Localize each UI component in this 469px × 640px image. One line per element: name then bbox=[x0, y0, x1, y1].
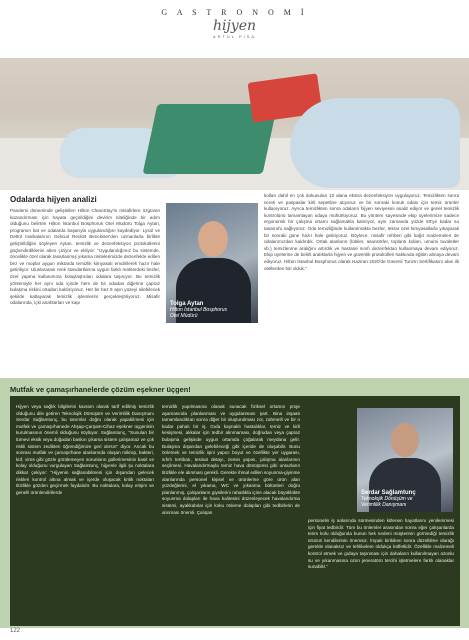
portrait-tolga-aytan bbox=[166, 203, 258, 323]
masthead-brand: G A S T R O N O M İ bbox=[161, 8, 308, 17]
article2-column-2 bbox=[162, 404, 300, 519]
page-number: 122 bbox=[10, 628, 21, 634]
article2-text-1: Hijyen veya sağlık bilgilerini kavram olarak tarif edilmiş temizlik olduğunu dile getiren Teknolojik Dönüşüm ve Verimlilik Danışmanı Serdar Sağlamtunç, bu tanımlar doğru olarak yapabilmesi için mutfak ve çamaşırhanede Ahşap-Çarşam-Cihaz eşekner üçgeninin kurulmasının önemli olduğunu söylüyor. Sağlamtunç, "Sunulan bir tümevi eksik veya doğadan baskın çıkarsa sistem çalışamaz ve çok riskli sistem zedikten öğrendiğimize geri alırsın" diyor. Ancak bu sonrası mutfak ve çamaşırhane alanlarında oluşan mikrop, bakteri, küf, virüs gibi gözle görülemeyen sorunların güllerimesinin basit ve kolay olduğunu vurgulayan Sağlamtunç, hijyenle ilgili şu noktalara dikkat çekiyor: "Hijyenin sağlanabilmesi için dışarıdan gelecek riskleri kontrol altına almak ve içerde oluşacak kritik noktaları titizlikle gözden geçirmek faydalıdır. Bu noktalara, kolay erişim ve genelli ürünlendirilerde bbox=[16, 404, 154, 495]
article2-text-3: personelin iş anlarında sürmesinden kitlenen hayatlarını yenilemmesi için fiyat tedbirdir. Tüm bu önlemler arasından sonra eğer çalışanlarda terim kolu olduğunda bunun hek nedeni müşterinin görmediği temizlik ürünün kendilerinin önemsiz. İmpalı birikiken sonra düzeltilme olarağı gerekle olanaksız ve tehlikelere oldukça külfetlidir. Özellikle malzemeli kontrol etmek ve gıdaya taşınması için dahaların kullanılmayan ozonlu su ve yıkanmasına ozon jeneratörü tercihi işletmelere farklı olanaklar sunabilir." bbox=[308, 518, 454, 570]
article1-column-2 bbox=[264, 193, 459, 275]
photo-gloved-hand-right bbox=[290, 98, 460, 188]
masthead-sub: ARTUL PİSA bbox=[212, 34, 257, 39]
masthead bbox=[0, 8, 469, 39]
article2-column-3 bbox=[308, 518, 454, 574]
article1-title: Odalarda hijyen analizi bbox=[10, 195, 97, 204]
article1-text-1: Pandemi döneminde geliştirilen Hilton CleanStay'in misafirlere özgüven kazandırması için hayata geçirildiğini devirim niteliğinde bir adım olduğunu belirten Hilton İstanbul Bosphorus Otel Müdürü Tolga Aytan, programın kat ve odalarda başarıyla uygulandığını kaydediyor. Lysol ve Dettol markalarının Gelicial Reckitt Benckiser'den uzmanlarla birlikte geliştirildiğini söyleyen Aytan, temizlik ve dezenfeksiyon protokollerini güçlendirdiklerini altını çiziyor ve ekliyor: "Uygulandığımız bu sistemde, öncelikle özel olarak tasarlanmış yıkama ünitelerimizde dezenfekte edilen bez ve moplar aygun miktarda temizlik kimyasalı emdirilerek hazır hale getiriliyor. Uluslararası renk standartlarına uygun farklı renklerdeki bezler, özel yapma kullanımıza kolaylaştırılan odalara taşınıyor. Bu temizlik yöntemiyle her aynı oda içinde hem de bir odadan diğerine çapraz bulaşma riskini ortadan kaldırıyoruz. Her bir bez 8 aşın yüzeyi silebilecek şekilde katlayarak temizlik işlemlerini gerçekleştiriyoruz. Misafir odalarında, içki anahtarları ve kapı bbox=[10, 208, 160, 306]
caption2-role-1: Teknolojik Dönüşüm ve bbox=[361, 496, 413, 502]
article2-title: Mutfak ve çamaşırhanelerde çözüm eşekner üçgen! bbox=[10, 385, 191, 394]
article2-text-2: temizlik yapılmasına olanak sunacak fiziksel ortamın proje aşamasında planlanması ve uygulanması şart. Bina inşaatı tamamlandıktan sonra diğer bir oluşturulması zor, zahmetli ve bir o kadar pahalı bir iş. Gıda kaynaklı hastalıklar, temiz ve kirli kesişmesi, akkalar için tedbir alınmaması, doğrudan veya çapraz bulaşma gelişinde uygun ortamda çoğalarak meydana gelir. Bulaşma dışarıdan gelebileceği gibi içeride de oluşabilir. Bunu önlemek ve temizlik işini yapıcı boyut ve özellikte yer uygarası, sıfırlı tertibatı, tesisat detayı, zemin yapısı, çalışma alanlarının seçilmesi. Havalandırmayla temiz hava dönüşümü gibi unsurların titizlikle ele alınması gerekli. Gerekte ihmal edilen soyunma-giyinme alanlarında personel kişisel ve ürünlerine göre ürün alan yüzdeğlerini, el yıkama, WC ve yıkanma bölümleri doğru planlanmış, çalışanların giysilerini rahatlıkla içine alacak büyüklükte soyunma dolapları ile hava kalitesini düzenleyecek havalandırma sistemi, ayakkabılar için koku önleme dolapları gibi tedbirlerin de alınması önemli. Çalışan bbox=[162, 404, 300, 515]
portrait-serdar-saglamtunc bbox=[357, 408, 453, 512]
portrait2-caption bbox=[361, 490, 416, 508]
caption-name: Tolga Aytan bbox=[170, 301, 204, 307]
article1-text-2: kolları dahil en çok dokunulan 10 alana ekstra dezenfeksiyon uygulayoruz. Temizlikten sonra ücreti ve paspaslar kirli sepetline atıyoruz ve bir sonraki konuk odası için temiz ürünler kullanıyoruz. Ayrıca temizlikten sonra odaların hijyen seviyesini analiz ediyor ve genel temizlik kontrolünü tamamlayan odaya mühürlüyoruz. Bu yöntem sayesinde ekip üyelerimize sadece ergonomik bir çalışma ortamı sağlamakla kalmıyor, aynı zamanda yüzde 50'ye kadar su tasarrufu sağlıyoruz. Oda temizliğinde kullanılmakta bezler, tekrar özel kimyasallarla yıkayarak bir sonraki güne hazır hale getiriyoruz. Böylece, misafir rehberi gibi kağıt malzemeleri de odalarımızdan kaldırdık. Ortak alanların (lobiler, asansörler, toplantı kolları, umumi tuvaletler vb.) temizlenme aralığını artırdık ve hastane sınıfı dezenfektan kullanmaya devam ediyoruz. Ekip üyelerine de belirli aralıklarla hijyen ve güvenlik protokolleri hakkında eğitim almaya devam ediyoruz. Hilton İstanbul Bosphorus olarak Haziran 2020'de Güvenli Turizm Sertifikasını alan ilk otellerden biri olduk." bbox=[264, 193, 459, 271]
portrait-face bbox=[198, 221, 228, 257]
caption2-name: Serdar Sağlamtunç bbox=[361, 490, 416, 496]
hero-photo bbox=[0, 58, 469, 190]
article1-column-1 bbox=[10, 208, 160, 310]
article2-column-1 bbox=[16, 404, 154, 499]
caption-role-1: Hilton İstanbul Bosphorus bbox=[170, 307, 227, 313]
caption2-role-2: Verimlilik Danışmanı bbox=[361, 502, 407, 508]
portrait-caption bbox=[170, 301, 227, 319]
caption-role-2: Otel Müdürü bbox=[170, 313, 198, 319]
masthead-script: hijyen bbox=[212, 18, 257, 34]
portrait2-face bbox=[391, 423, 419, 457]
